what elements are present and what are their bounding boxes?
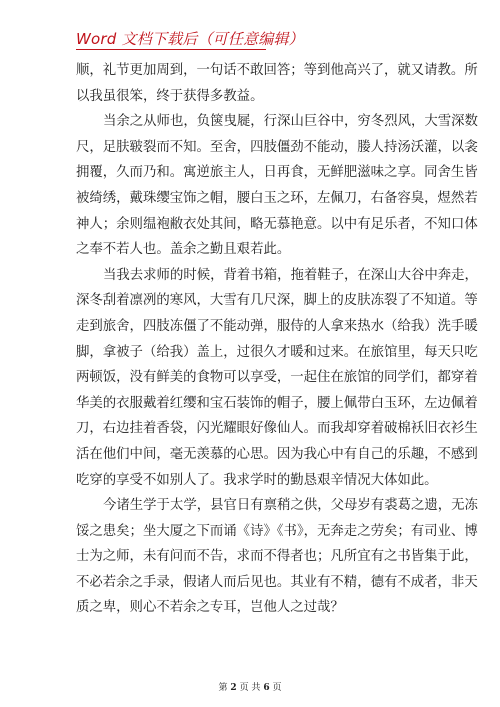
text-line: 今诸生学于太学，县官日有禀稍之供，父母岁有裘葛之遗，无冻 xyxy=(103,498,478,514)
text-line: 拥覆，久而乃和。寓逆旅主人，日再食，无鲜肥滋味之享。同舍生皆 xyxy=(76,165,478,181)
document-header xyxy=(76,29,425,51)
paragraph xyxy=(76,263,478,493)
total-page-count: 6 xyxy=(263,683,270,693)
text-line: 吃穿的享受不如别人了。我求学时的勤恳艰辛情况大体如此。 xyxy=(76,472,438,488)
text-line: 深冬刮着凛冽的寒风，大雪有几尺深，脚上的皮肤冻裂了不知道。等 xyxy=(76,293,478,309)
footer-middle: 页 共 xyxy=(239,683,261,693)
text-line: 两顿饭，没有鲜美的食物可以享受，一起住在旅馆的同学们，都穿着 xyxy=(76,370,478,386)
text-line: 尺，足肤皲裂而不知。至舍，四肢僵劲不能动，媵人持汤沃灌，以衾 xyxy=(76,139,478,155)
paragraph xyxy=(76,493,478,621)
text-line: 顺，礼节更加周到，一句话不敢回答；等到他高兴了，就又请教。所 xyxy=(76,63,478,78)
text-line: 当我去求师的时候，背着书箱，拖着鞋子，在深山大谷中奔走， xyxy=(103,267,478,283)
text-line: 华美的衣服戴着红缨和宝石装饰的帽子，腰上佩带白玉环，左边佩着 xyxy=(76,395,478,411)
footer-suffix: 页 xyxy=(272,683,282,693)
footer-prefix: 第 xyxy=(218,683,228,693)
paragraph xyxy=(76,109,478,263)
text-line: 活在他们中间，毫无羡慕的心思。因为我心中有自己的乐趣，不感到 xyxy=(76,446,478,462)
text-line: 之奉不若人也。盖余之勤且艰若此。 xyxy=(76,242,291,258)
text-line: 走到旅舍，四肢冻僵了不能动弹，服侍的人拿来热水（给我）洗手暖 xyxy=(76,318,478,334)
text-line: 不必若余之手录，假诸人而后见也。其业有不精，德有不成者，非天 xyxy=(76,574,478,590)
text-line: 质之卑，则心不若余之专耳，岂他人之过哉？ xyxy=(76,600,344,616)
text-line: 刀，右边挂着香袋，闪光耀眼好像仙人。而我却穿着破棉袄旧衣衫生 xyxy=(76,421,478,437)
page-footer xyxy=(0,682,500,694)
text-line: 神人；余则缊袍敝衣处其间，略无慕艳意。以中有足乐者，不知口体 xyxy=(76,216,478,232)
text-line: 当余之从师也，负箧曳屣，行深山巨谷中，穷冬烈风，大雪深数 xyxy=(103,114,478,130)
document-body xyxy=(76,58,478,621)
current-page-number: 2 xyxy=(230,683,237,693)
paragraph xyxy=(76,58,478,109)
header-underline xyxy=(76,49,266,50)
text-line: 士为之师，未有问而不告，求而不得者也；凡所宜有之书皆集于此， xyxy=(76,549,478,565)
text-line: 脚，拿被子（给我）盖上，过很久才暖和过来。在旅馆里，每天只吃 xyxy=(76,344,478,360)
header-title: Word 文档下载后（可任意编辑） xyxy=(76,30,304,48)
text-line: 以我虽很笨，终于获得多教益。 xyxy=(76,88,264,104)
text-line: 馁之患矣；坐大厦之下而诵《诗》《书》，无奔走之劳矣；有司业、博 xyxy=(76,523,478,539)
text-line: 被绮绣，戴珠缨宝饰之帽，腰白玉之环，左佩刀，右备容臭，煜然若 xyxy=(76,190,478,206)
